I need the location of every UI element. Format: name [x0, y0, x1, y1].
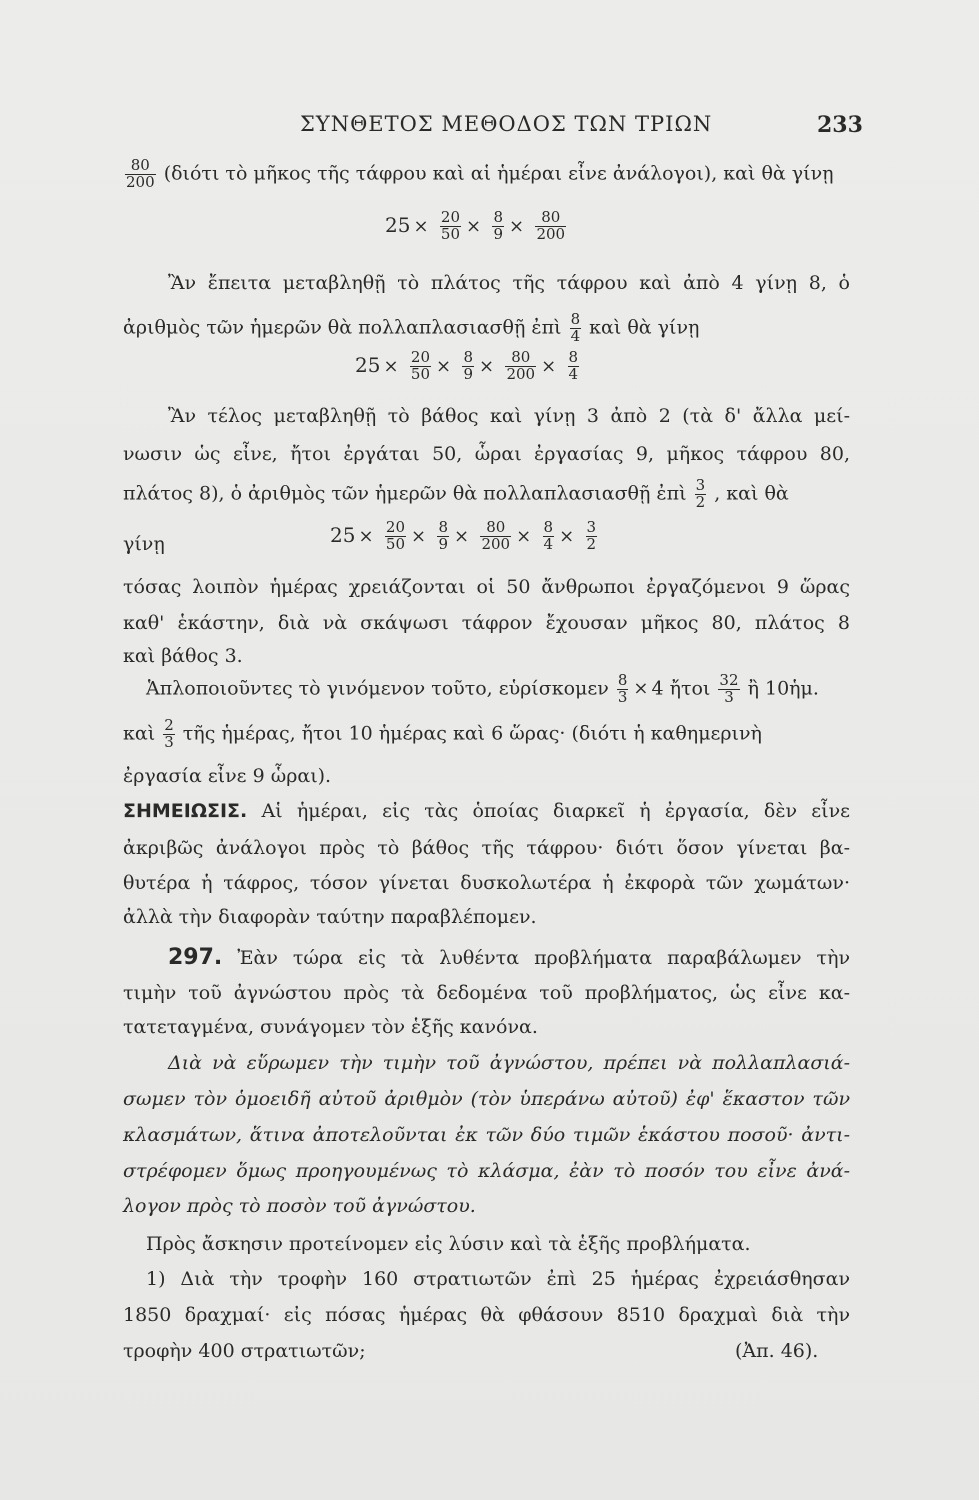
text-line: Ἁπλοποιοῦντες τὸ γινόμενον τοῦτο, εὑρίσκομεν $\frac{8}{3}$ × 4 ἤτοι $\frac{32}{3}$ ἢ 10ἡμ.	[146, 671, 819, 706]
answer: (Ἀπ. 46).	[735, 1340, 819, 1362]
text-line: ἀλλὰ τὴν διαφορὰν ταύτην παραβλέπομεν.	[123, 906, 537, 928]
running-title: ΣΥΝΘΕΤΟΣ ΜΕΘΟΔΟΣ ΤΩΝ ΤΡΙΩΝ	[300, 112, 713, 136]
rule-line: σωμεν τὸν ὁμοειδῆ αὐτοῦ ἀριθμὸν (τὸν ὑπεράνω αὐτοῦ) ἐφ' ἕκαστον τῶν	[123, 1088, 850, 1110]
text-line: ἐργασία εἶνε 9 ὧραι).	[123, 765, 332, 787]
text-line: Ἂν τέλος μεταβληθῇ τὸ βάθος καὶ γίνῃ 3 ἀπὸ 2 (τὰ δ' ἄλλα μεί-	[168, 405, 850, 427]
exercise-line: 1850 δραχμαί· εἰς πόσας ἡμέρας θὰ φθάσουν 8510 δραχμαὶ διὰ τὴν	[123, 1304, 850, 1326]
fraction: $\frac{80}{200}$	[126, 156, 155, 191]
exercise-line: τροφὴν 400 στρατιωτῶν;	[123, 1340, 366, 1362]
text-line: πλάτος 8), ὁ ἀριθμὸς τῶν ἡμερῶν θὰ πολλαπλασιασθῇ ἐπὶ $\frac{3}{2}$ , καὶ θὰ	[123, 476, 789, 511]
text-line: γίνῃ	[123, 533, 165, 555]
rule-line: Διὰ νὰ εὕρωμεν τὴν τιμὴν τοῦ ἀγνώστου, πρέπει νὰ πολλαπλασιά-	[168, 1052, 850, 1074]
rule-line: στρέφομεν ὅμως προηγουμένως τὸ κλάσμα, ἐὰν τὸ ποσόν του εἶνε ἀνά-	[123, 1160, 850, 1182]
text-line: Πρὸς ἄσκησιν προτείνομεν εἰς λύσιν καὶ τὰ ἑξῆς προβλήματα.	[146, 1233, 751, 1255]
exercise-line: 1) Διὰ τὴν τροφὴν 160 στρατιωτῶν ἐπὶ 25 ἡμέρας ἐχρειάσθησαν	[146, 1268, 850, 1290]
text-line: καὶ $\frac{2}{3}$ τῆς ἡμέρας, ἤτοι 10 ἡμέρας καὶ 6 ὥρας· (διότι ἡ καθημερινὴ	[123, 716, 762, 751]
rule-line: κλασμάτων, ἅτινα ἀποτελοῦνται ἐκ τῶν δύο τιμῶν ἑκάστου ποσοῦ· ἀντι-	[123, 1124, 850, 1146]
equation: 25 × $\frac{20}{50}$ × $\frac{8}{9}$ × $\frac{80}{200}$	[385, 208, 566, 243]
section-number: 297.	[168, 945, 223, 970]
text-line: νωσιν ὡς εἶνε, ἤτοι ἐργάται 50, ὧραι ἐργασίας 9, μῆκος τάφρου 80,	[123, 443, 850, 465]
text-line: τόσας λοιπὸν ἡμέρας χρειάζονται οἱ 50 ἄνθρωποι ἐργαζόμενοι 9 ὥρας	[123, 576, 850, 598]
page-number: 233	[817, 112, 863, 138]
section-line: 297. Ἐὰν τώρα εἰς τὰ λυθέντα προβλήματα παραβάλωμεν τὴν	[168, 945, 850, 970]
text-line: τατεταγμένα, συνάγομεν τὸν ἑξῆς κανόνα.	[123, 1016, 538, 1038]
text-line: ἀριθμὸς τῶν ἡμερῶν θὰ πολλαπλασιασθῇ ἐπὶ $\frac{8}{4}$ καὶ θὰ γίνῃ	[123, 310, 700, 345]
text-line: $\frac{80}{200}$ (διότι τὸ μῆκος τῆς τάφρου καὶ αἱ ἡμέραι εἶνε ἀνάλογοι), καὶ θὰ γίνῃ	[126, 156, 834, 191]
text-line: ἀκριβῶς ἀνάλογοι πρὸς τὸ βάθος τῆς τάφρου· διότι ὅσον γίνεται βα-	[123, 837, 850, 859]
note-label: ΣΗΜΕΙΩΣΙΣ.	[123, 800, 248, 822]
text-line: θυτέρα ἡ τάφρος, τόσον γίνεται δυσκολωτέρα ἡ ἐκφορὰ τῶν χωμάτων·	[123, 872, 850, 894]
text-line: καθ' ἑκάστην, διὰ νὰ σκάψωσι τάφρον ἔχουσαν μῆκος 80, πλάτος 8	[123, 612, 850, 634]
equation: 25 × $\frac{20}{50}$ × $\frac{8}{9}$ × $\frac{80}{200}$ × $\frac{8}{4}$ × $\frac{3}{2}$	[330, 518, 597, 553]
text-line: τιμὴν τοῦ ἀγνώστου πρὸς τὰ δεδομένα τοῦ προβλήματος, ὡς εἶνε κα-	[123, 982, 850, 1004]
text-line: καὶ βάθος 3.	[123, 645, 243, 667]
rule-line: λογον πρὸς τὸ ποσὸν τοῦ ἀγνώστου.	[123, 1195, 476, 1217]
note-line: ΣΗΜΕΙΩΣΙΣ. Αἱ ἡμέραι, εἰς τὰς ὁποίας διαρκεῖ ἡ ἐργασία, δὲν εἶνε	[123, 800, 850, 822]
text-line: Ἂν ἔπειτα μεταβληθῇ τὸ πλάτος τῆς τάφρου καὶ ἀπὸ 4 γίνῃ 8, ὁ	[168, 272, 850, 294]
equation: 25 × $\frac{20}{50}$ × $\frac{8}{9}$ × $\frac{80}{200}$ × $\frac{8}{4}$	[355, 348, 579, 383]
